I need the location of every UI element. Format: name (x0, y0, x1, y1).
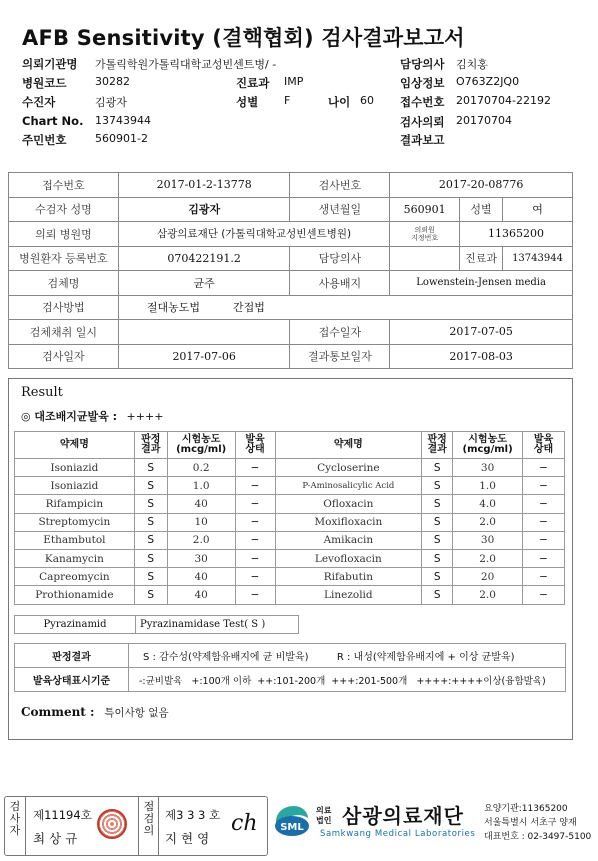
hospital-code-label: 병원코드 (22, 76, 67, 90)
growth-status: − (235, 586, 275, 604)
receipt-no-label: 접수번호 (400, 95, 445, 109)
test-concentration: 2.0 (453, 586, 523, 604)
judge-result: S (134, 513, 167, 531)
judge-result: S (422, 549, 453, 567)
doctor-value: 김치홍 (456, 58, 488, 71)
growth-status: − (523, 513, 565, 531)
chart-value: 13743944 (95, 114, 151, 127)
judge-result: S (134, 549, 167, 567)
test-concentration: 30 (453, 459, 523, 477)
collect-value (118, 320, 290, 345)
growth-status: − (523, 531, 565, 549)
info-row (9, 320, 573, 345)
susceptibility-table (14, 431, 565, 605)
test-concentration: 4.0 (453, 495, 523, 513)
table-row (15, 568, 565, 586)
growth-status: − (235, 568, 275, 586)
test-concentration: 40 (167, 495, 235, 513)
result-title: Result (21, 385, 63, 400)
receipt-no-value: 20170704-22192 (456, 94, 551, 107)
recipient-value: 김광자 (95, 96, 127, 109)
test-concentration: 1.0 (453, 477, 523, 495)
institution-value: 가톨릭학원가톨릭대학교성빈센트병/ - (95, 58, 277, 71)
pyrazinamide-row (14, 615, 299, 634)
method-label: 검사방법 (9, 295, 119, 320)
examiner-vertical-label: 검 사 자 (9, 800, 21, 837)
info-row (9, 222, 573, 247)
dob-label: 생년월일 (290, 197, 390, 222)
medium-value: Lowenstein-Jensen media (390, 271, 573, 296)
report-title: AFB Sensitivity (결핵협회) 검사결과보고서 (22, 26, 465, 50)
table-row (15, 477, 565, 495)
resident-value: 560901-2 (95, 132, 148, 145)
control-culture-value: ++++ (126, 410, 164, 423)
judge-result: S (422, 477, 453, 495)
growth-status: − (523, 549, 565, 567)
clinical-value: O763Z2JQ0 (456, 75, 520, 88)
test-no-label: 검사번호 (290, 173, 390, 198)
legend-judge-label: 판정결과 (15, 644, 129, 668)
info-row (9, 173, 573, 198)
logo-badge-text: SML (280, 822, 304, 833)
drug-name: Levofloxacin (275, 549, 422, 567)
info-row (9, 295, 573, 320)
comment-value: 특이사항 없음 (104, 707, 169, 719)
test-date-value: 2017-07-06 (118, 344, 290, 369)
drug-name: Rifabutin (275, 568, 422, 586)
info-row (9, 344, 573, 369)
drug-name: P-Aminosalicylic Acid (275, 477, 422, 495)
req-no-value: 11365200 (460, 222, 573, 247)
hospital-value: 삼광의료재단 (가톨릭대학교성빈센트병원) (118, 222, 389, 247)
medium-label: 사용배지 (290, 271, 390, 296)
resident-label: 주민번호 (22, 133, 67, 147)
drug-header: 약제명 (275, 432, 422, 459)
table-row (15, 531, 565, 549)
judge-result: S (134, 459, 167, 477)
sex-value: F (284, 94, 291, 107)
concentration-header: 시험농도 (mcg/ml) (453, 432, 523, 459)
legend-growth-label: 발육상태표시기준 (15, 668, 129, 692)
legend-judge-row (15, 644, 566, 668)
reviewer-vertical-label: 점 검 의 (143, 800, 155, 837)
growth-status: − (235, 477, 275, 495)
recipient-label: 수진자 (22, 95, 56, 109)
growth-status: − (523, 477, 565, 495)
legend-judge-text (129, 644, 566, 668)
test-no-value: 2017-20-08776 (390, 173, 573, 198)
dept-value: IMP (284, 75, 304, 88)
pyrazinamide-drug: Pyrazinamid (15, 616, 136, 633)
drug-name: Kanamycin (15, 549, 135, 567)
growth-status: − (523, 586, 565, 604)
concentration-header: 시험농도 (mcg/ml) (167, 432, 235, 459)
legend-growth-row (15, 668, 566, 692)
judge-result: S (134, 477, 167, 495)
test-concentration: 0.2 (167, 459, 235, 477)
method-value (118, 295, 572, 320)
drug-name: Ofloxacin (275, 495, 422, 513)
sex-label: 성별 (460, 197, 503, 222)
seal-stamp-icon (97, 809, 127, 839)
organization-name: 삼광의료재단 (342, 804, 464, 828)
receipt-date-label: 접수일자 (290, 320, 390, 345)
table-row (15, 513, 565, 531)
judge-header: 판정 결과 (422, 432, 453, 459)
test-concentration: 20 (453, 568, 523, 586)
legend-judge-r: R : 내성(약제함유배지에 + 이상 균발육) (336, 652, 515, 663)
dept-label: 진료과 (236, 76, 270, 90)
test-concentration: 2.0 (453, 549, 523, 567)
table-row (15, 495, 565, 513)
judge-result: S (422, 531, 453, 549)
table-row (15, 586, 565, 604)
judge-result: S (422, 513, 453, 531)
logo-legal-text: 의료 법인 (316, 806, 332, 825)
req-no-label-line-1: 의뢰원 (414, 225, 435, 234)
divider (138, 797, 139, 855)
receipt-no-value: 2017-01-2-13778 (118, 173, 290, 198)
sample-info-table (8, 172, 573, 369)
info-row (9, 246, 573, 271)
doctor-label: 담당의사 (290, 246, 390, 271)
sml-logo-icon (272, 804, 312, 840)
receipt-date-value: 2017-07-05 (390, 320, 573, 345)
test-concentration: 10 (167, 513, 235, 531)
method-absolute: 절대농도법 (146, 301, 201, 315)
growth-status: − (235, 459, 275, 477)
dept-label: 진료과 (460, 246, 503, 271)
table-row (15, 459, 565, 477)
growth-header: 발육 상태 (235, 432, 275, 459)
test-date-label: 검사일자 (9, 344, 119, 369)
drug-name: Streptomycin (15, 513, 135, 531)
test-concentration: 2.0 (453, 513, 523, 531)
growth-status: − (235, 531, 275, 549)
result-section (8, 378, 573, 740)
institution-label: 의뢰기관명 (22, 57, 78, 71)
info-row (9, 271, 573, 296)
test-concentration: 40 (167, 586, 235, 604)
result-report-label: 결과보고 (400, 133, 445, 147)
test-request-label: 검사의뢰 (400, 115, 445, 129)
reg-no-value: 070422191.2 (118, 246, 290, 271)
growth-status: − (235, 549, 275, 567)
drug-name: Rifampicin (15, 495, 135, 513)
organization-english-name: Samkwang Medical Laboratories (320, 829, 476, 839)
collect-label: 검체채취 일시 (9, 320, 119, 345)
report-date-value: 2017-08-03 (390, 344, 573, 369)
report-date-label: 결과통보일자 (290, 344, 390, 369)
judge-header: 판정 결과 (134, 432, 167, 459)
judge-result: S (422, 568, 453, 586)
examiner-name: 최 상 규 (33, 831, 78, 846)
test-concentration: 30 (453, 531, 523, 549)
drug-name: Isoniazid (15, 477, 135, 495)
req-no-label (390, 222, 460, 247)
hospital-code-value: 30282 (95, 75, 130, 88)
test-concentration: 2.0 (167, 531, 235, 549)
doctor-label: 담당의사 (400, 57, 445, 71)
dob-value: 560901 (390, 197, 460, 222)
drug-name: Amikacin (275, 531, 422, 549)
dept-value: 13743944 (503, 246, 573, 271)
drug-name: Moxifloxacin (275, 513, 422, 531)
drug-name: Capreomycin (15, 568, 135, 586)
chart-label: Chart No. (22, 114, 84, 128)
control-culture-line (21, 408, 163, 424)
legend-judge-s: S : 감수성(약제함유배지에 균 비발육) (143, 652, 309, 663)
growth-status: − (523, 459, 565, 477)
drug-name: Prothionamide (15, 586, 135, 604)
growth-status: − (235, 513, 275, 531)
doctor-value (390, 246, 460, 271)
sex-label: 성별 (236, 95, 259, 109)
examiner-license: 제11194호 (33, 808, 92, 822)
specimen-label: 검체명 (9, 271, 119, 296)
comment-label: Comment : (21, 705, 95, 719)
sex-value: 여 (503, 197, 573, 222)
hospital-label: 의뢰 병원명 (9, 222, 119, 247)
age-value: 60 (360, 94, 374, 107)
drug-name: Cycloserine (275, 459, 422, 477)
test-concentration: 30 (167, 549, 235, 567)
judge-result: S (422, 459, 453, 477)
growth-status: − (523, 495, 565, 513)
organization-logo-area (272, 798, 594, 856)
divider (158, 797, 159, 855)
judge-result: S (422, 586, 453, 604)
org-address: 서울특별시 서초구 양재 (484, 818, 577, 828)
organization-contact (484, 802, 591, 844)
growth-status: − (523, 568, 565, 586)
org-code: 요양기관:11365200 (484, 804, 568, 814)
legend-table (14, 643, 566, 692)
drug-header: 약제명 (15, 432, 135, 459)
info-row (9, 197, 573, 222)
drug-name: Isoniazid (15, 459, 135, 477)
receipt-no-label: 접수번호 (9, 173, 119, 198)
divider (25, 797, 26, 855)
growth-header: 발육 상태 (523, 432, 565, 459)
judge-result: S (134, 531, 167, 549)
legend-growth-text: -:균비발육 +:100개 이하 ++:101-200개 +++:201-500개 ++++:++++이상(융합발육) (129, 668, 566, 692)
patient-value: 김광자 (118, 197, 290, 222)
clinical-label: 임상정보 (400, 76, 445, 90)
test-request-value: 20170704 (456, 114, 512, 127)
judge-result: S (422, 495, 453, 513)
signature-block (4, 796, 268, 856)
req-no-label-line-2: 지정번호 (411, 233, 439, 242)
susceptibility-header-row (15, 432, 565, 459)
judge-result: S (134, 586, 167, 604)
handwritten-signature: ch (231, 811, 258, 836)
reviewer-name: 지 현 영 (165, 831, 210, 846)
table-row (15, 549, 565, 567)
judge-result: S (134, 568, 167, 586)
reviewer-license: 제3 3 3 호 (165, 808, 221, 822)
pyrazinamidase-test: Pyrazinamidase Test( S ) (140, 619, 266, 630)
drug-name: Ethambutol (15, 531, 135, 549)
specimen-value: 균주 (118, 271, 290, 296)
judge-result: S (134, 495, 167, 513)
comment-line (21, 705, 169, 720)
age-label: 나이 (328, 95, 351, 109)
patient-label: 수검자 성명 (9, 197, 119, 222)
test-concentration: 1.0 (167, 477, 235, 495)
method-indirect: 간접법 (233, 301, 265, 315)
test-concentration: 40 (167, 568, 235, 586)
reg-no-label: 병원환자 등록번호 (9, 246, 119, 271)
growth-status: − (235, 495, 275, 513)
org-phone: 대표번호 : 02-3497-5100 (484, 832, 592, 842)
control-culture-label: ◎ 대조배지균발육 : (21, 410, 118, 423)
drug-name: Linezolid (275, 586, 422, 604)
